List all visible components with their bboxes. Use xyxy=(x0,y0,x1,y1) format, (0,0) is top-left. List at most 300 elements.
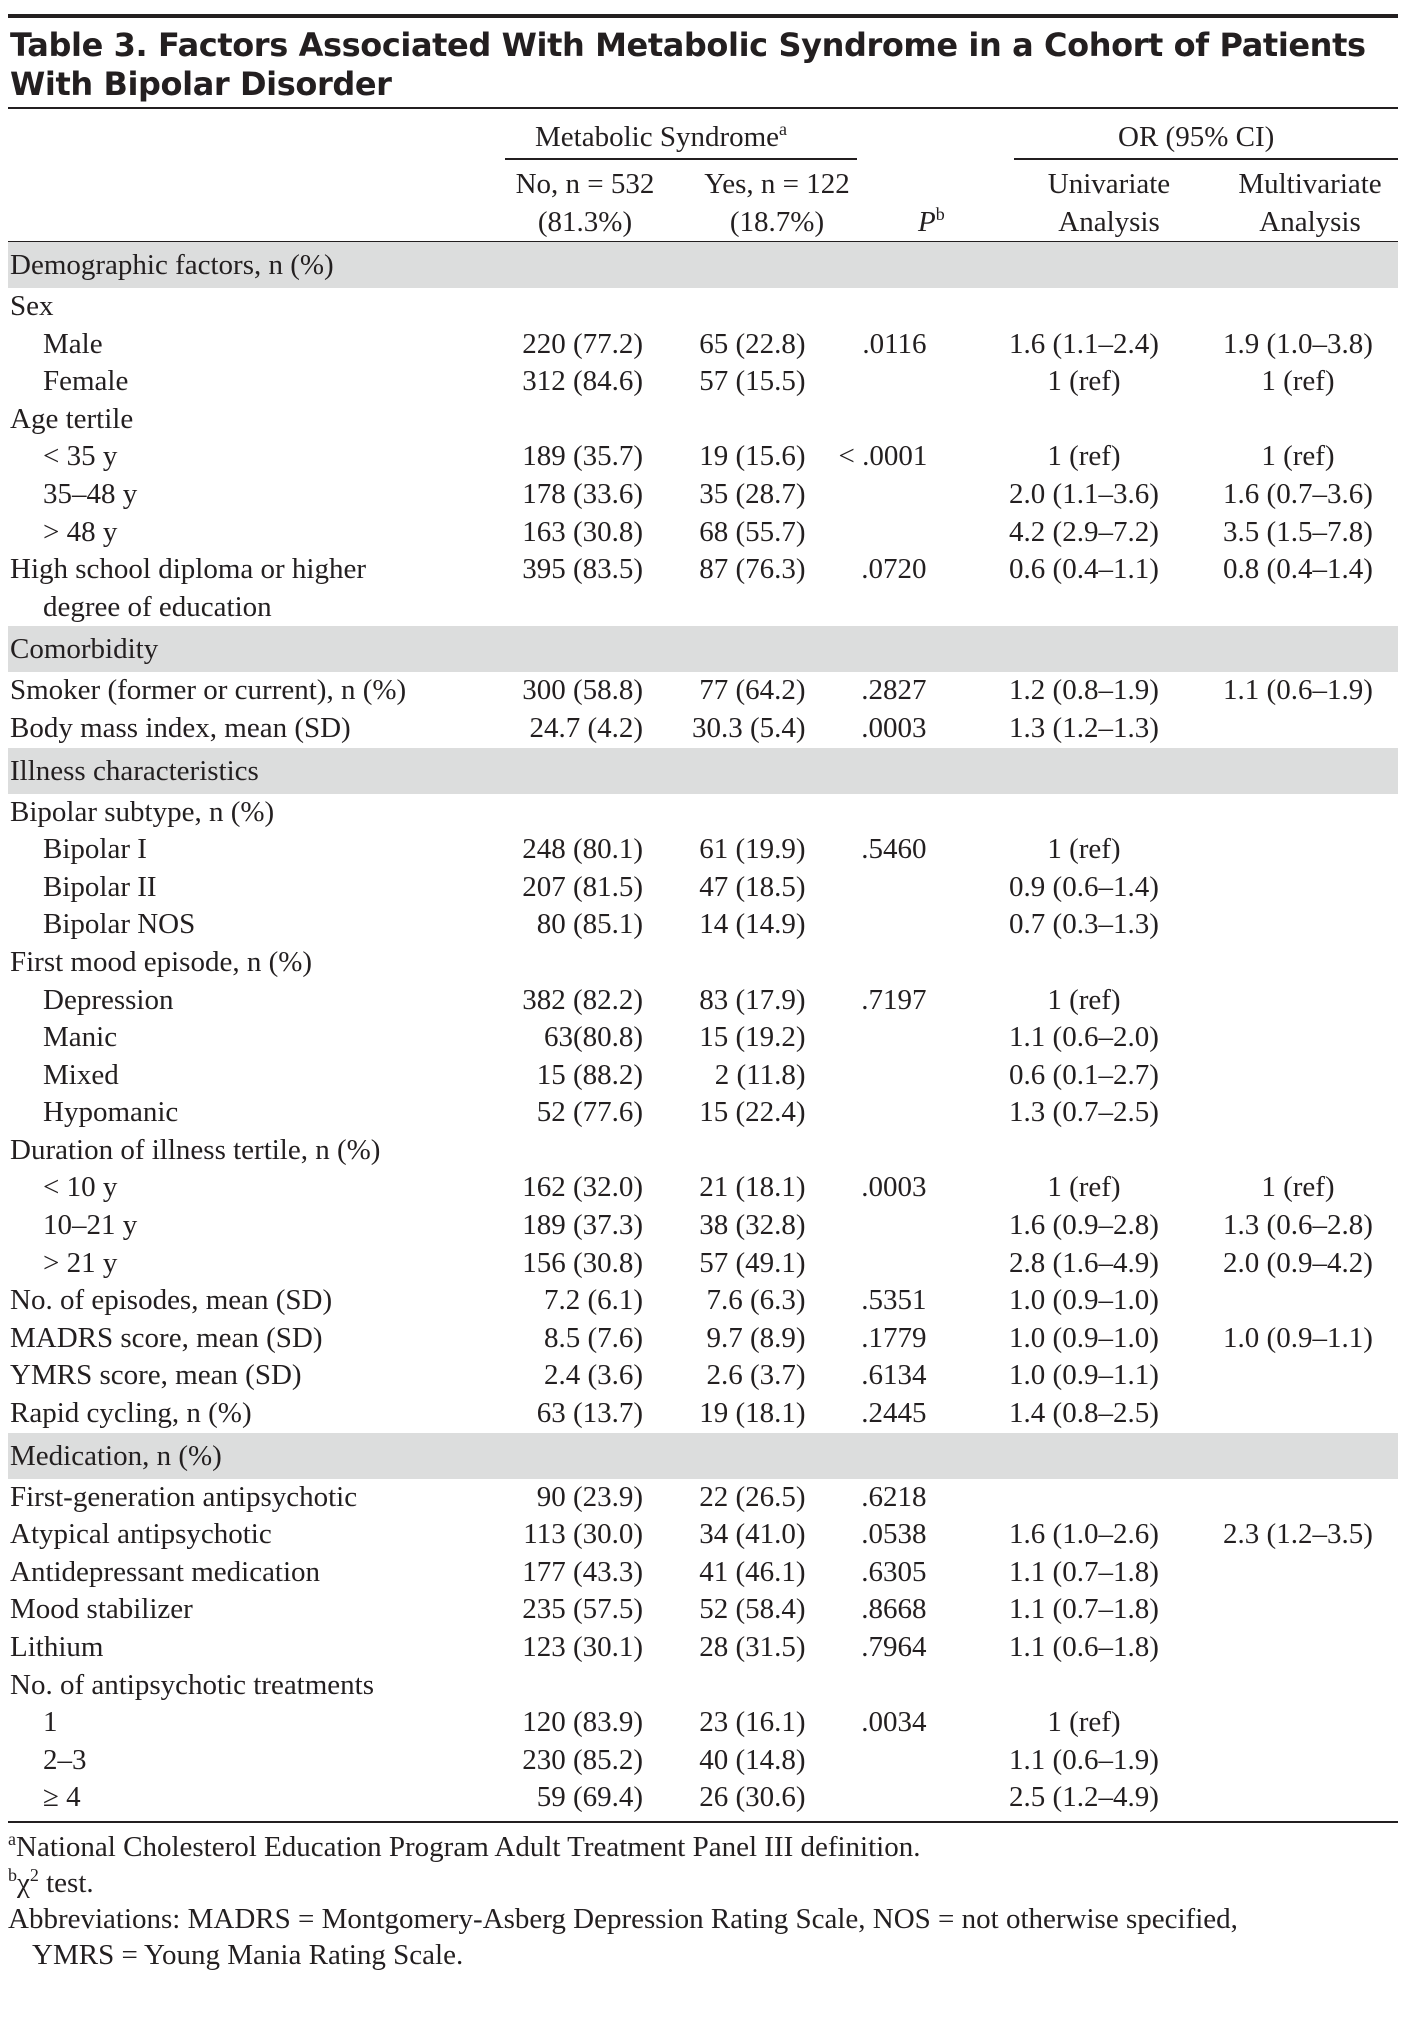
metabolic-syndrome-rule xyxy=(505,158,857,160)
cell-value: 65 (22.8) xyxy=(699,327,806,360)
cell-no xyxy=(513,1132,666,1170)
section-header-row xyxy=(8,242,1398,288)
cell-value: .0034 xyxy=(861,1706,927,1739)
cell-no xyxy=(513,748,666,794)
table-row xyxy=(8,1779,1398,1817)
cell-uni xyxy=(970,1245,1198,1283)
row-label: Smoker (former or current), n (%) xyxy=(10,674,407,707)
row-label: > 21 y xyxy=(43,1246,118,1279)
cell-no xyxy=(513,869,666,907)
cell-uni xyxy=(970,438,1198,476)
row-label: First-generation antipsychotic xyxy=(10,1480,358,1513)
univariate-header: Univariate Analysis xyxy=(1047,168,1171,238)
cell-value: 382 (82.2) xyxy=(522,983,644,1016)
cell-yes xyxy=(666,831,839,869)
cell-multi xyxy=(1198,1629,1398,1667)
cell-uni xyxy=(970,551,1198,626)
cell-value: 1.2 (0.8–1.9) xyxy=(1009,674,1159,707)
cell-yes xyxy=(666,1357,839,1395)
cell-value: 1 (ref) xyxy=(1261,365,1335,398)
cell-yes xyxy=(666,288,839,326)
cell-multi xyxy=(1198,944,1398,982)
cell-multi xyxy=(1198,1433,1398,1479)
footnote-b: $^b\chi^2$ test. xyxy=(8,1865,94,1899)
cell-value: 312 (84.6) xyxy=(522,365,644,398)
cell-value: 3.5 (1.5–7.8) xyxy=(1223,515,1373,548)
cell-multi xyxy=(1198,438,1398,476)
cell-value: 163 (30.8) xyxy=(522,515,644,548)
cell-value: 7.6 (6.3) xyxy=(706,1284,806,1317)
cell-value: 300 (58.8) xyxy=(522,674,644,707)
cell-uni xyxy=(970,710,1198,748)
cell-multi xyxy=(1198,1245,1398,1283)
cell-no xyxy=(513,1282,666,1320)
cell-value: 15 (22.4) xyxy=(699,1096,806,1129)
row-label: Mood stabilizer xyxy=(10,1593,193,1626)
cell-multi xyxy=(1198,1554,1398,1592)
cell-no xyxy=(513,551,666,626)
cell-multi xyxy=(1198,1169,1398,1207)
cell-yes xyxy=(666,982,839,1020)
cell-no xyxy=(513,1207,666,1245)
row-label-line1: High school diploma or higher xyxy=(10,553,367,586)
cell-value: 40 (14.8) xyxy=(699,1743,806,1776)
cell-value: .0538 xyxy=(861,1518,927,1551)
cell-multi xyxy=(1198,1057,1398,1095)
cell-value: 1 (ref) xyxy=(1047,833,1121,866)
cell-p xyxy=(839,438,970,476)
top-rule xyxy=(8,14,1398,18)
cell-value: .2827 xyxy=(861,674,927,707)
row-label: Rapid cycling, n (%) xyxy=(10,1397,252,1430)
cell-yes xyxy=(666,1169,839,1207)
cell-multi xyxy=(1198,1019,1398,1057)
row-label: 10–21 y xyxy=(43,1209,138,1242)
row-label: No. of antipsychotic treatments xyxy=(10,1668,375,1701)
cell-no xyxy=(513,438,666,476)
cell-value: 87 (76.3) xyxy=(699,553,806,586)
multivariate-header: Multivariate Analysis xyxy=(1238,168,1382,238)
cell-multi xyxy=(1198,1591,1398,1629)
table-row xyxy=(8,1742,1398,1780)
row-label: Demographic factors, n (%) xyxy=(8,242,513,288)
cell-value: 1.3 (0.6–2.8) xyxy=(1223,1209,1373,1242)
cell-uni xyxy=(970,906,1198,944)
cell-yes xyxy=(666,1019,839,1057)
cell-no xyxy=(513,1629,666,1667)
cell-value: .6305 xyxy=(861,1555,927,1588)
cell-yes xyxy=(666,1742,839,1780)
cell-multi xyxy=(1198,551,1398,626)
cell-multi xyxy=(1198,1779,1398,1817)
cell-value: 177 (43.3) xyxy=(522,1555,644,1588)
cell-no xyxy=(513,1019,666,1057)
cell-p xyxy=(839,1742,970,1780)
metabolic-syndrome-header: Metabolic Syndrome$^a$ xyxy=(535,119,788,153)
cell-value: 34 (41.0) xyxy=(699,1518,806,1551)
cell-uni xyxy=(970,1554,1198,1592)
cell-no xyxy=(513,1245,666,1283)
cell-value: .0003 xyxy=(861,711,927,744)
cell-value: 1 (ref) xyxy=(1047,983,1121,1016)
cell-value: 41 (46.1) xyxy=(699,1555,806,1588)
cell-multi xyxy=(1198,1357,1398,1395)
row-label: Mixed xyxy=(43,1058,119,1091)
cell-p xyxy=(839,748,970,794)
cell-value: 189 (35.7) xyxy=(522,440,644,473)
cell-yes xyxy=(666,626,839,672)
cell-p xyxy=(839,831,970,869)
cell-multi xyxy=(1198,326,1398,364)
cell-value: 1 (ref) xyxy=(1047,365,1121,398)
cell-no xyxy=(513,288,666,326)
cell-p xyxy=(839,1395,970,1433)
cell-value: 2.8 (1.6–4.9) xyxy=(1009,1246,1159,1279)
cell-multi xyxy=(1198,363,1398,401)
cell-multi xyxy=(1198,242,1398,288)
cell-value: 1.0 (0.9–1.0) xyxy=(1009,1321,1159,1354)
cell-value: 26 (30.6) xyxy=(699,1781,806,1814)
cell-value: 52 (77.6) xyxy=(536,1096,644,1129)
table-row xyxy=(8,438,1398,476)
cell-value: 7.2 (6.1) xyxy=(543,1284,644,1317)
cell-no xyxy=(513,242,666,288)
cell-value: .6218 xyxy=(861,1480,927,1513)
cell-yes xyxy=(666,1320,839,1358)
cell-value: 23 (16.1) xyxy=(699,1706,806,1739)
cell-multi xyxy=(1198,710,1398,748)
cell-value: 0.8 (0.4–1.4) xyxy=(1223,553,1373,586)
cell-value: 162 (32.0) xyxy=(522,1171,644,1204)
cell-value: 19 (15.6) xyxy=(699,440,806,473)
cell-value: 120 (83.9) xyxy=(522,1706,644,1739)
cell-p xyxy=(839,1169,970,1207)
cell-yes xyxy=(666,1591,839,1629)
cell-uni xyxy=(970,672,1198,710)
cell-no xyxy=(513,1057,666,1095)
cell-uni xyxy=(970,1591,1198,1629)
cell-no xyxy=(513,1169,666,1207)
cell-uni xyxy=(970,982,1198,1020)
cell-value: 28 (31.5) xyxy=(699,1631,806,1663)
cell-value: 38 (32.8) xyxy=(699,1209,806,1242)
cell-uni xyxy=(970,1132,1198,1170)
cell-value: 4.2 (2.9–7.2) xyxy=(1009,515,1159,548)
cell-value: 19 (18.1) xyxy=(699,1397,806,1430)
table-row xyxy=(8,514,1398,552)
cell-no xyxy=(513,944,666,982)
row-label: Bipolar subtype, n (%) xyxy=(10,795,275,828)
cell-value: 235 (57.5) xyxy=(522,1593,644,1626)
cell-value: 52 (58.4) xyxy=(699,1593,806,1626)
cell-value: 63(80.8) xyxy=(543,1021,644,1054)
cell-no xyxy=(513,906,666,944)
cell-value: 1.0 (0.9–1.1) xyxy=(1009,1359,1159,1392)
cell-multi xyxy=(1198,1516,1398,1554)
cell-value: 57 (49.1) xyxy=(699,1246,806,1279)
row-label: Sex xyxy=(10,290,54,322)
cell-uni xyxy=(970,1433,1198,1479)
cell-p xyxy=(839,906,970,944)
cell-yes xyxy=(666,1132,839,1170)
table-row xyxy=(8,1094,1398,1132)
table-row xyxy=(8,476,1398,514)
cell-no xyxy=(513,1704,666,1742)
row-label: First mood episode, n (%) xyxy=(10,945,313,978)
cell-value: 1.6 (1.0–2.6) xyxy=(1009,1518,1159,1551)
cell-p xyxy=(839,1019,970,1057)
cell-p xyxy=(839,1479,970,1517)
cell-multi xyxy=(1198,869,1398,907)
cell-yes xyxy=(666,1094,839,1132)
cell-uni xyxy=(970,1019,1198,1057)
cell-yes xyxy=(666,1779,839,1817)
cell-yes xyxy=(666,514,839,552)
row-label: Antidepressant medication xyxy=(10,1555,321,1588)
cell-value: 1.1 (0.6–2.0) xyxy=(1009,1021,1159,1054)
table-row xyxy=(8,1591,1398,1629)
cell-p xyxy=(839,672,970,710)
cell-uni xyxy=(970,1779,1198,1817)
cell-p xyxy=(839,1667,970,1705)
cell-yes xyxy=(666,944,839,982)
cell-yes xyxy=(666,1516,839,1554)
table-row xyxy=(8,1479,1398,1517)
table-row xyxy=(8,1667,1398,1705)
cell-multi xyxy=(1198,1704,1398,1742)
footnote-a: $^a$National Cholesterol Education Program Adult Treatment Panel III definition. xyxy=(8,1829,921,1863)
row-label: Body mass index, mean (SD) xyxy=(10,711,351,744)
cell-no xyxy=(513,1479,666,1517)
cell-value: .0003 xyxy=(861,1171,927,1204)
row-label: 2–3 xyxy=(43,1743,87,1776)
cell-value: 2.6 (3.7) xyxy=(706,1359,806,1392)
table-row xyxy=(8,288,1398,326)
cell-value: 1 (ref) xyxy=(1047,1706,1121,1739)
table-row xyxy=(8,1357,1398,1395)
cell-yes xyxy=(666,710,839,748)
cell-p xyxy=(839,1207,970,1245)
row-label: < 35 y xyxy=(43,440,118,473)
cell-p xyxy=(839,363,970,401)
cell-multi xyxy=(1198,1207,1398,1245)
cell-multi xyxy=(1198,906,1398,944)
table-row xyxy=(8,1169,1398,1207)
cell-multi xyxy=(1198,794,1398,832)
cell-value: 0.6 (0.4–1.1) xyxy=(1009,553,1159,586)
cell-yes xyxy=(666,748,839,794)
cell-value: 21 (18.1) xyxy=(699,1171,806,1204)
cell-no xyxy=(513,1516,666,1554)
cell-value: 156 (30.8) xyxy=(522,1246,644,1279)
cell-multi xyxy=(1198,1395,1398,1433)
cell-value: 2.4 (3.6) xyxy=(543,1359,644,1392)
cell-multi xyxy=(1198,748,1398,794)
cell-value: 61 (19.9) xyxy=(699,833,806,866)
cell-uni xyxy=(970,1169,1198,1207)
cell-value: 9.7 (8.9) xyxy=(706,1321,806,1354)
row-label: Comorbidity xyxy=(8,626,513,672)
cell-no xyxy=(513,982,666,1020)
table-row xyxy=(8,710,1398,748)
cell-multi xyxy=(1198,476,1398,514)
table-row xyxy=(8,551,1398,626)
cell-value: 90 (23.9) xyxy=(536,1480,644,1513)
cell-uni xyxy=(970,1057,1198,1095)
row-label-line2: degree of education xyxy=(43,590,272,623)
cell-yes xyxy=(666,1282,839,1320)
cell-uni xyxy=(970,1479,1198,1517)
row-label: Bipolar I xyxy=(43,833,147,866)
bottom-rule xyxy=(8,1821,1398,1823)
cell-multi xyxy=(1198,288,1398,326)
row-label: Illness characteristics xyxy=(8,748,513,794)
cell-p xyxy=(839,1132,970,1170)
cell-value: 77 (64.2) xyxy=(699,674,806,707)
cell-value: 59 (69.4) xyxy=(536,1781,644,1814)
cell-value: 1.4 (0.8–2.5) xyxy=(1009,1397,1159,1430)
cell-value: 1.1 (0.6–1.9) xyxy=(1223,674,1373,707)
cell-value: 1 (ref) xyxy=(1261,1171,1335,1204)
cell-value: .8668 xyxy=(861,1593,927,1626)
cell-uni xyxy=(970,514,1198,552)
cell-yes xyxy=(666,1479,839,1517)
row-label: Lithium xyxy=(10,1631,104,1663)
cell-value: 1.1 (0.6–1.9) xyxy=(1009,1743,1159,1776)
row-label: < 10 y xyxy=(43,1171,118,1204)
section-header-row xyxy=(8,626,1398,672)
cell-no xyxy=(513,1320,666,1358)
no-header: No, n = 532 (81.3%) xyxy=(515,168,655,238)
row-label: No. of episodes, mean (SD) xyxy=(10,1284,333,1317)
title-rule xyxy=(8,107,1398,109)
cell-value: .7197 xyxy=(861,983,927,1016)
cell-uni xyxy=(970,1629,1198,1667)
cell-no xyxy=(513,1554,666,1592)
table-row xyxy=(8,1320,1398,1358)
row-label: Duration of illness tertile, n (%) xyxy=(10,1133,381,1166)
cell-uni xyxy=(970,1282,1198,1320)
cell-value: 2.3 (1.2–3.5) xyxy=(1223,1518,1373,1551)
cell-yes xyxy=(666,1554,839,1592)
cell-no xyxy=(513,1591,666,1629)
cell-value: .5460 xyxy=(861,833,927,866)
cell-value: .0720 xyxy=(861,553,927,586)
cell-value: 2 (11.8) xyxy=(714,1058,806,1091)
cell-value: 1.6 (1.1–2.4) xyxy=(1009,327,1159,360)
cell-value: 15 (19.2) xyxy=(699,1021,806,1054)
cell-value: 1.6 (0.7–3.6) xyxy=(1223,477,1373,510)
cell-p xyxy=(839,710,970,748)
cell-value: 189 (37.3) xyxy=(522,1209,644,1242)
cell-yes xyxy=(666,363,839,401)
cell-uni xyxy=(970,1516,1198,1554)
cell-uni xyxy=(970,626,1198,672)
cell-p xyxy=(839,401,970,439)
cell-multi xyxy=(1198,1094,1398,1132)
cell-p xyxy=(839,1282,970,1320)
cell-multi xyxy=(1198,1667,1398,1705)
cell-value: 123 (30.1) xyxy=(522,1631,644,1663)
cell-p xyxy=(839,1629,970,1667)
cell-no xyxy=(513,476,666,514)
row-label: ≥ 4 xyxy=(43,1781,81,1814)
cell-yes xyxy=(666,794,839,832)
cell-multi xyxy=(1198,1320,1398,1358)
cell-yes xyxy=(666,1057,839,1095)
row-label xyxy=(8,551,513,626)
cell-no xyxy=(513,1395,666,1433)
table-row xyxy=(8,944,1398,982)
cell-uni xyxy=(970,1704,1198,1742)
p-header: $P^b$ xyxy=(918,204,945,238)
cell-value: 0.6 (0.1–2.7) xyxy=(1009,1058,1159,1091)
cell-uni xyxy=(970,363,1198,401)
cell-p xyxy=(839,1779,970,1817)
cell-no xyxy=(513,326,666,364)
cell-no xyxy=(513,1667,666,1705)
table-row xyxy=(8,794,1398,832)
row-label: Female xyxy=(43,365,129,398)
cell-uni xyxy=(970,1207,1198,1245)
cell-uni xyxy=(970,944,1198,982)
table-row xyxy=(8,1057,1398,1095)
cell-p xyxy=(839,794,970,832)
row-label: Atypical antipsychotic xyxy=(10,1518,272,1551)
cell-yes xyxy=(666,1395,839,1433)
cell-value: .0116 xyxy=(862,327,927,360)
table-title: Table 3. Factors Associated With Metabolic Syndrome in a Cohort of Patients With Bipolar Disorder xyxy=(10,26,1366,103)
cell-value: 80 (85.1) xyxy=(536,908,644,941)
cell-value: < .0001 xyxy=(838,440,928,473)
row-label: YMRS score, mean (SD) xyxy=(10,1359,302,1392)
cell-value: 57 (15.5) xyxy=(699,365,806,398)
cell-no xyxy=(513,514,666,552)
cell-no xyxy=(513,401,666,439)
cell-value: 1.1 (0.7–1.8) xyxy=(1009,1593,1159,1626)
cell-no xyxy=(513,626,666,672)
cell-p xyxy=(839,869,970,907)
cell-yes xyxy=(666,551,839,626)
row-label: Medication, n (%) xyxy=(8,1433,513,1479)
table-row xyxy=(8,1629,1398,1667)
cell-uni xyxy=(970,1667,1198,1705)
cell-yes xyxy=(666,438,839,476)
row-label: > 48 y xyxy=(43,515,118,548)
cell-multi xyxy=(1198,401,1398,439)
cell-p xyxy=(839,626,970,672)
cell-p xyxy=(839,1245,970,1283)
cell-no xyxy=(513,794,666,832)
cell-yes xyxy=(666,869,839,907)
cell-value: 1 (ref) xyxy=(1047,440,1121,473)
cell-no xyxy=(513,831,666,869)
cell-p xyxy=(839,551,970,626)
cell-value: 24.7 (4.2) xyxy=(529,711,644,744)
table-row xyxy=(8,1207,1398,1245)
cell-yes xyxy=(666,672,839,710)
table-row xyxy=(8,1395,1398,1433)
cell-yes xyxy=(666,1433,839,1479)
cell-value: .1779 xyxy=(861,1321,927,1354)
cell-yes xyxy=(666,326,839,364)
cell-value: 68 (55.7) xyxy=(699,515,806,548)
cell-yes xyxy=(666,1629,839,1667)
cell-no xyxy=(513,710,666,748)
cell-value: 0.9 (0.6–1.4) xyxy=(1009,870,1159,903)
cell-value: 2.0 (0.9–4.2) xyxy=(1223,1246,1373,1279)
cell-no xyxy=(513,1357,666,1395)
